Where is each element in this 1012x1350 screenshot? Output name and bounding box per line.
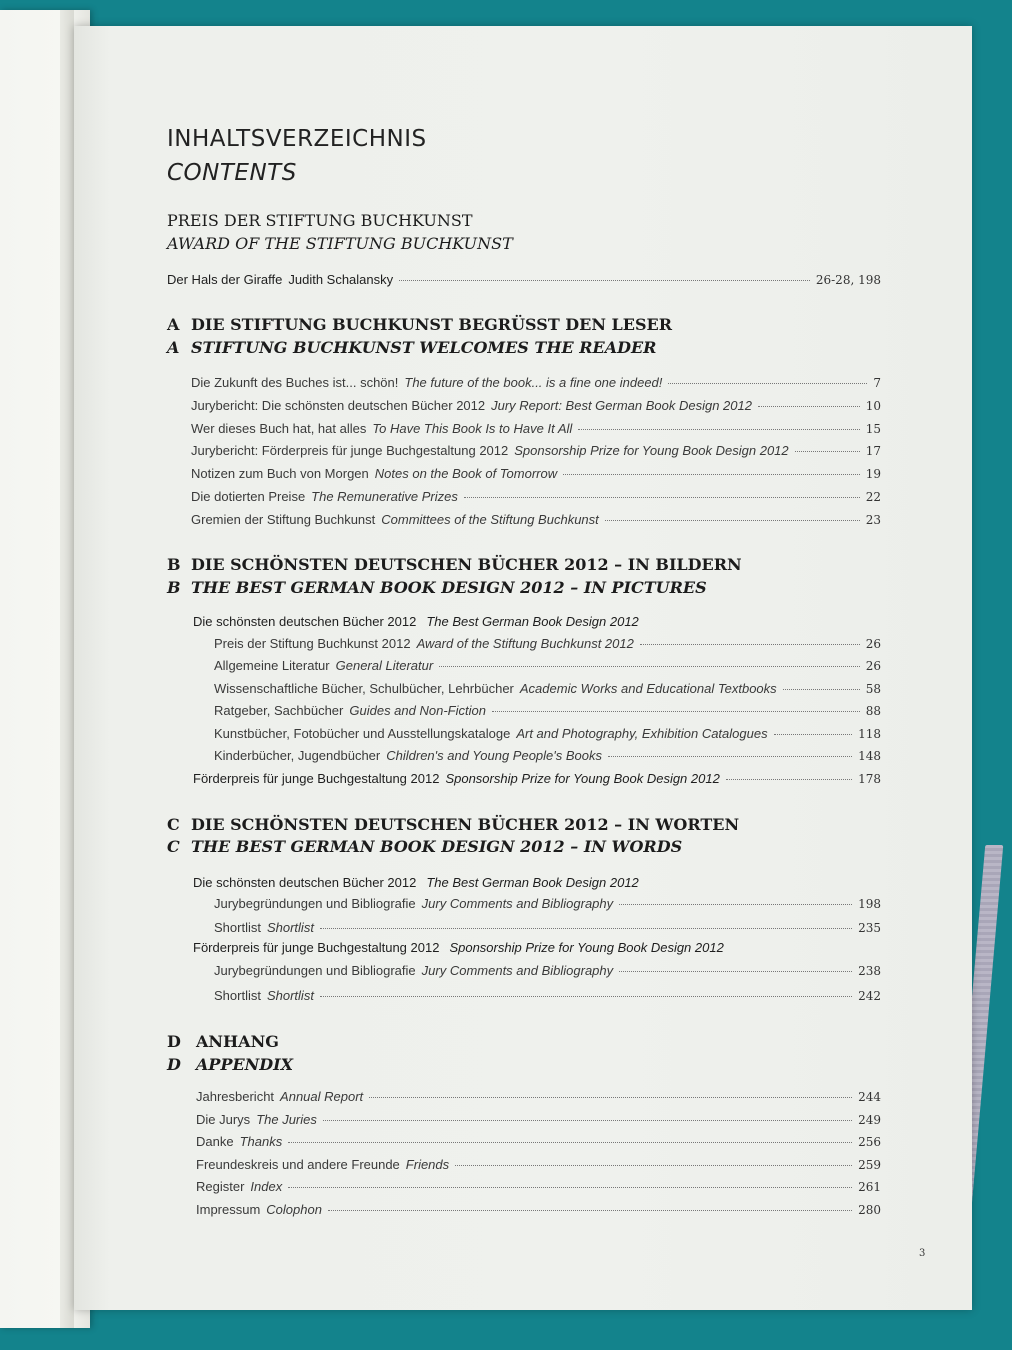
subhead-de: Förderpreis für junge Buchgestaltung 2012 [193, 940, 440, 955]
entry-page: 26 [865, 659, 881, 674]
toc-entry[interactable] [196, 1134, 881, 1149]
entry-de: Impressum [196, 1201, 261, 1217]
section-a-letter: A [167, 315, 180, 334]
toc-entry[interactable] [196, 1157, 881, 1172]
page-title-en: CONTENTS [167, 160, 297, 186]
leader-dots [774, 734, 853, 735]
entry-en: Annual Report [280, 1089, 364, 1104]
entry-page: 238 [858, 964, 881, 978]
section-c-subhead-2 [193, 940, 724, 955]
entry-en: Friends [405, 1156, 450, 1172]
entry-page: 23 [865, 512, 881, 527]
entry-en: Jury Comments and Bibliography [421, 963, 614, 978]
entry-de: Register [196, 1179, 245, 1194]
entry-en: Committees of the Stiftung Buchkunst [381, 511, 599, 527]
toc-entry[interactable] [214, 726, 881, 741]
entry-de: Kinderbücher, Jugendbücher [214, 748, 381, 763]
entry-en: Shortlist [266, 988, 314, 1003]
entry-de: Freundeskreis und andere Freunde [196, 1156, 400, 1172]
entry-en: Judith Schalansky [288, 272, 394, 287]
toc-entry[interactable] [214, 920, 881, 935]
toc-entry[interactable] [191, 489, 881, 504]
entry-page: 148 [858, 749, 881, 763]
entry-page: 26 [865, 637, 881, 651]
toc-entry[interactable] [191, 421, 881, 436]
entry-page: 22 [865, 490, 881, 504]
toc-entry[interactable] [214, 703, 881, 718]
entry-de: Wissenschaftliche Bücher, Schulbücher, Lehrbücher [214, 680, 514, 696]
section-a-title-de: DIE STIFTUNG BUCHKUNST BEGRÜSST DEN LESER [191, 315, 673, 334]
entry-de: Jurybegründungen und Bibliografie [214, 963, 416, 978]
toc-entry[interactable] [214, 988, 881, 1003]
entry-en: Jury Report: Best German Book Design 2012 [491, 397, 752, 413]
leader-dots [795, 451, 860, 452]
entry-de: Preis der Stiftung Buchkunst 2012 [214, 636, 411, 651]
entry-page: 7 [873, 376, 881, 390]
section-b-subhead [193, 614, 639, 629]
section-a-letter-en: A [167, 338, 180, 357]
toc-entry[interactable] [214, 636, 881, 651]
entry-en: Children's and Young People's Books [386, 748, 602, 763]
subhead-en: The Best German Book Design 2012 [426, 614, 639, 629]
leader-dots [783, 689, 860, 690]
leader-dots [323, 1120, 852, 1121]
section-d-title-de: ANHANG [196, 1032, 279, 1051]
leader-dots [492, 711, 860, 712]
section-c-letter: C [167, 815, 180, 834]
leader-dots [369, 1097, 852, 1098]
toc-entry[interactable] [196, 1089, 881, 1104]
entry-de: Kunstbücher, Fotobücher und Ausstellungskataloge [214, 725, 511, 741]
toc-entry-b-final[interactable] [193, 771, 881, 786]
toc-entry[interactable] [191, 375, 881, 390]
leader-dots [758, 406, 860, 407]
section-d-title-en: APPENDIX [196, 1055, 294, 1074]
entry-page: 198 [858, 897, 881, 911]
page-number: 3 [919, 1248, 926, 1259]
entry-de: Jurybericht: Förderpreis für junge Buchgestaltung 2012 [191, 443, 509, 459]
entry-en: The Juries [256, 1111, 317, 1127]
entry-de: Ratgeber, Sachbücher [214, 703, 344, 719]
leader-dots [563, 474, 860, 475]
page-title-de: INHALTSVERZEICHNIS [167, 126, 427, 152]
entry-en: The future of the book... is a fine one indeed! [404, 375, 663, 390]
leader-dots [288, 1142, 852, 1143]
section-c-title-en: THE BEST GERMAN BOOK DESIGN 2012 – IN WORDS [191, 837, 683, 856]
leader-dots [726, 779, 852, 780]
entry-page: 244 [858, 1090, 881, 1104]
entry-en: Jury Comments and Bibliography [421, 896, 614, 911]
entry-page: 249 [858, 1112, 881, 1127]
toc-entry[interactable] [191, 466, 881, 481]
entry-page: 178 [858, 772, 881, 786]
entry-page: 256 [858, 1135, 881, 1149]
leader-dots [320, 928, 852, 929]
entry-en: Guides and Non-Fiction [349, 703, 486, 719]
toc-entry[interactable] [196, 1112, 881, 1127]
toc-entry[interactable] [214, 963, 881, 978]
entry-page: 58 [865, 681, 881, 696]
entry-de: Danke [196, 1134, 234, 1149]
entry-de: Notizen zum Buch von Morgen [191, 466, 369, 482]
leader-dots [439, 666, 860, 667]
leader-dots [399, 280, 810, 281]
section-b-letter-en: B [167, 578, 181, 597]
toc-entry[interactable] [191, 398, 881, 413]
contents-page [74, 26, 972, 1310]
entry-en: Sponsorship Prize for Young Book Design 2012 [514, 443, 789, 459]
entry-page: 19 [865, 467, 881, 482]
award-title-en: AWARD OF THE STIFTUNG BUCHKUNST [167, 234, 513, 253]
entry-page: 15 [865, 421, 881, 436]
entry-page: 17 [865, 444, 881, 459]
leader-dots [578, 429, 859, 430]
entry-en: Colophon [266, 1201, 322, 1217]
entry-page: 118 [858, 726, 881, 741]
entry-page: 242 [858, 989, 881, 1003]
subhead-en: The Best German Book Design 2012 [426, 875, 639, 890]
entry-de: Shortlist [214, 988, 261, 1003]
section-c-title-de: DIE SCHÖNSTEN DEUTSCHEN BÜCHER 2012 – IN WORTEN [191, 815, 740, 834]
entry-de: Wer dieses Buch hat, hat alles [191, 420, 367, 436]
entry-en: Notes on the Book of Tomorrow [374, 466, 558, 482]
section-d-letter: D [167, 1032, 181, 1051]
leader-dots [619, 971, 852, 972]
toc-entry[interactable] [214, 658, 881, 673]
subhead-de: Die schönsten deutschen Bücher 2012 [193, 614, 417, 629]
entry-page: 259 [858, 1157, 881, 1172]
section-b-title-en: THE BEST GERMAN BOOK DESIGN 2012 – IN PICTURES [191, 578, 707, 597]
leader-dots [455, 1165, 852, 1166]
entry-en: Sponsorship Prize for Young Book Design 2012 [445, 771, 720, 786]
entry-en: The Remunerative Prizes [311, 489, 458, 504]
leader-dots [605, 520, 860, 521]
entry-en: To Have This Book Is to Have It All [372, 420, 573, 436]
toc-entry[interactable] [214, 896, 881, 911]
subhead-de: Die schönsten deutschen Bücher 2012 [193, 875, 417, 890]
entry-en: Shortlist [266, 920, 314, 935]
entry-de: Shortlist [214, 920, 261, 935]
leader-dots [320, 996, 852, 997]
entry-page: 10 [865, 398, 881, 413]
toc-entry[interactable] [191, 443, 881, 458]
leader-dots [640, 644, 860, 645]
leader-dots [668, 383, 867, 384]
section-a-title-en: STIFTUNG BUCHKUNST WELCOMES THE READER [191, 338, 657, 357]
entry-page: 261 [858, 1180, 881, 1194]
entry-de: Der Hals der Giraffe [167, 272, 283, 287]
entry-page: 280 [858, 1202, 881, 1217]
entry-en: Index [250, 1179, 283, 1194]
entry-de: Förderpreis für junge Buchgestaltung 2012 [193, 771, 440, 786]
entry-page: 235 [858, 921, 881, 935]
section-b-title-de: DIE SCHÖNSTEN DEUTSCHEN BÜCHER 2012 – IN BILDERN [191, 555, 742, 574]
toc-entry[interactable] [191, 512, 881, 527]
subhead-en: Sponsorship Prize for Young Book Design 2012 [449, 940, 724, 955]
entry-page: 26-28, 198 [815, 273, 881, 287]
entry-en: Award of the Stiftung Buchkunst 2012 [416, 636, 634, 651]
section-c-letter-en: C [167, 837, 180, 856]
leader-dots [288, 1187, 852, 1188]
section-d-letter-en: D [167, 1055, 181, 1074]
entry-en: Academic Works and Educational Textbooks [519, 680, 777, 696]
toc-entry[interactable] [214, 748, 881, 763]
entry-en: Thanks [239, 1134, 283, 1149]
section-b-letter: B [167, 555, 181, 574]
award-title-de: PREIS DER STIFTUNG BUCHKUNST [167, 211, 473, 230]
entry-de: Die Zukunft des Buches ist... schön! [191, 375, 399, 390]
entry-de: Die dotierten Preise [191, 489, 306, 504]
toc-entry-award[interactable] [167, 272, 881, 287]
section-c-subhead-1 [193, 875, 639, 890]
leader-dots [608, 756, 852, 757]
entry-page: 88 [865, 704, 881, 719]
entry-de: Allgemeine Literatur [214, 658, 330, 674]
leader-dots [464, 497, 860, 498]
toc-entry[interactable] [196, 1179, 881, 1194]
toc-entry[interactable] [196, 1202, 881, 1217]
entry-de: Jurybericht: Die schönsten deutschen Bücher 2012 [191, 397, 486, 413]
entry-de: Gremien der Stiftung Buchkunst [191, 511, 376, 527]
entry-de: Jurybegründungen und Bibliografie [214, 896, 416, 911]
entry-en: Art and Photography, Exhibition Catalogues [516, 725, 768, 741]
entry-de: Die Jurys [196, 1111, 251, 1127]
leader-dots [328, 1210, 852, 1211]
leader-dots [619, 904, 852, 905]
entry-en: General Literatur [335, 658, 434, 674]
book-spine-edge [60, 10, 74, 1328]
toc-entry[interactable] [214, 681, 881, 696]
entry-de: Jahresbericht [196, 1089, 275, 1104]
